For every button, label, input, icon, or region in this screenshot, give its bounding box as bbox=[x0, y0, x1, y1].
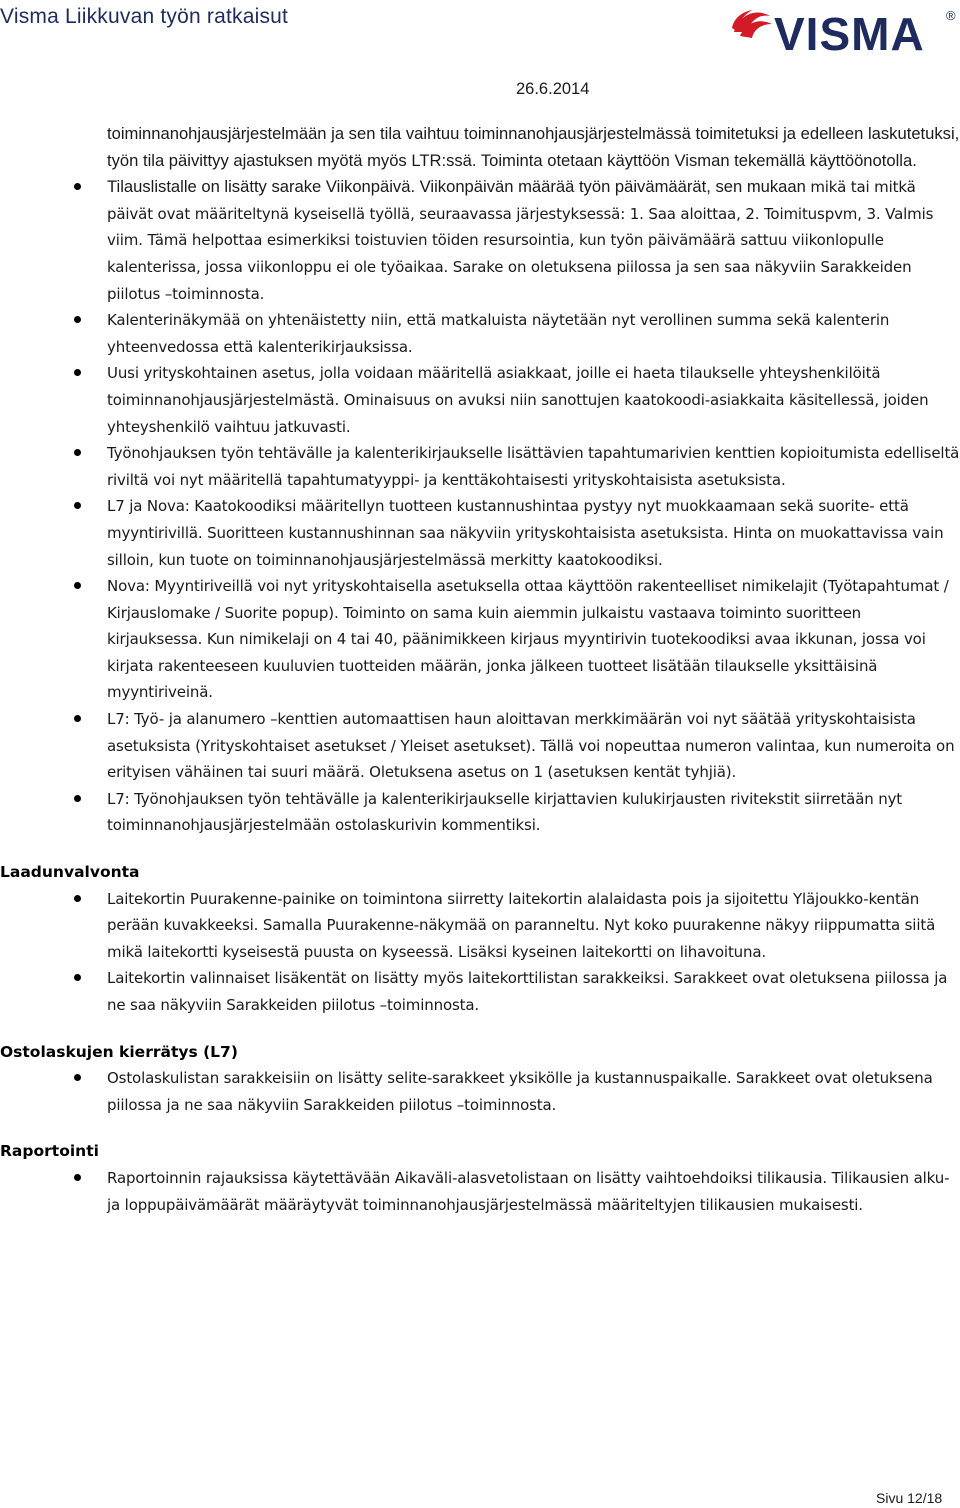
bullet-icon bbox=[74, 183, 81, 190]
logo-wordmark: VISMA bbox=[774, 8, 925, 54]
list-item-text: Työnohjauksen työn tehtävälle ja kalenterikirjaukselle lisättävien tapahtumarivien kenttien kopioitumista edelliseltä riviltä voi nyt määritellä tapahtumatyyppi- ja kenttäkohtaisesti yrityskohtaisista asetuksista. bbox=[107, 444, 960, 489]
list-item-text: L7: Työnohjauksen työn tehtävälle ja kalenterikirjaukselle kirjattavien kulukirjausten rivitekstit siirretään nyt toiminnanohjausjärjestelmään ostolaskurivin kommentiksi. bbox=[107, 789, 903, 835]
list-item-text: Ostolaskulistan sarakkeisiin on lisätty selite-sarakkeet yksikölle ja kustannuspaikalle. Sarakkeet ovat oletuksena piilossa ja ne saa näkyviin Sarakkeiden piilotus –toiminnosta. bbox=[107, 1069, 933, 1114]
list-item-text: Laitekortin valinnaiset lisäkentät on lisätty myös laitekorttilistan sarakkeiksi. Sarakkeet ovat oletuksena piilossa ja ne saa näkyviin Sarakkeiden piilotus –toiminnosta. bbox=[107, 969, 948, 1014]
list-item bbox=[0, 573, 960, 706]
list-item bbox=[0, 440, 960, 493]
list-item bbox=[0, 307, 960, 360]
bullet-icon bbox=[74, 502, 81, 509]
registered-mark: ® bbox=[946, 8, 956, 23]
list-item-text: Raportoinnin rajauksissa käytettävään Aikaväli-alasvetolistaan on lisätty vaihtoehdoiksi tilikausia. Tilikausien alku- ja loppupäivämäärät määräytyvät toiminnanohjausjärjestelmässä määriteltyjen tilikausien mukaisesti. bbox=[107, 1168, 950, 1214]
bullet-icon bbox=[74, 369, 81, 376]
page-header bbox=[0, 0, 960, 64]
section-bullet-list bbox=[0, 1165, 960, 1218]
section-bullet-list bbox=[0, 886, 960, 1019]
list-item-text: Nova: Myyntiriveillä voi nyt yrityskohtaisella asetuksella ottaa käyttöön rakenteelliset nimikelajit (Työtapahtumat / Kirjauslomake / Suorite popup). Toiminto on sama kuin aiemmin julkaistu vastaava toiminto suoritteen kirjauksessa. Kun nimikelaji on 4 tai 40, päänimikkeen kirjaus myyntirivin tuotekoodiksi avaa ikkunan, jossa voi kirjata rakenteeseen kuuluvien tuotteiden määrän, jonka jälkeen tuotteet lisätään tilaukselle yksittäisinä myyntiriveinä. bbox=[107, 577, 949, 702]
bullet-icon bbox=[74, 895, 81, 902]
list-item-text: mikä tai mitkä päivät ovat määriteltynä kyseisellä työllä, seuraavassa järjestyksessä: 1. Saa aloittaa, 2. Toimituspvm, 3. Valmis viim. Tämä helpottaa esimerkiksi toistuvien töiden resursointia, kun työn päivämäärä sattuu viikonlopulle kalenterissa, jossa viikonloppu ei ole työaikaa. Sarake on oletuksena piilossa ja sen saa näkyviin Sarakkeiden piilotus –toiminnosta. bbox=[107, 178, 934, 303]
list-item-text: Laitekortin Puurakenne-painike on toimintona siirretty laitekortin alalaidasta pois ja sijoitettu Yläjoukko-kentän perään kuvakkeeksi. Samalla Puurakenne-näkymää on paranneltu. Nyt koko puurakenne näkyy riippumatta siitä mikä laitekortti kyseisestä puusta on kyseessä. Lisäksi kyseinen laitekortti on lihavoituna. bbox=[107, 889, 936, 961]
bullet-icon bbox=[74, 1074, 81, 1081]
document-date: 26.6.2014 bbox=[516, 80, 590, 98]
bullet-icon bbox=[74, 795, 81, 802]
list-item-text: L7 ja Nova: Kaatokoodiksi määritellyn tuotteen kustannushintaa pystyy nyt muokkaamaan sekä suorite- että myyntirivillä. Suoritteen kustannushinnan saa näkyviin yrityskohtaisista asetuksista. Hinta on muokattavissa vain silloin, kun tuote on toiminnanohjausjärjestelmässä merkitty kaatokoodiksi. bbox=[107, 497, 944, 569]
list-item bbox=[0, 706, 960, 786]
list-item-text: Uusi yrityskohtainen asetus, jolla voidaan määritellä asiakkaat, joille ei haeta tilaukselle yhteyshenkilöitä toiminnanohjausjärjestelmästä. Ominaisuus on avuksi niin sanottujen kaatokoodi-asiakkaita käsitellessä, joiden yhteyshenkilö vaihtuu jatkuvasti. bbox=[107, 364, 929, 436]
list-item bbox=[0, 1065, 960, 1118]
list-item bbox=[0, 965, 960, 1018]
section-heading-ostolaskut: Ostolaskujen kierrätys (L7) bbox=[0, 1042, 238, 1061]
list-item-text-lead: Tilauslistalle on lisätty sarake Viikonpäivä. Viikonpäivän määrää työn päivämäärät, sen mukaan bbox=[107, 177, 806, 197]
document-body bbox=[0, 121, 960, 1218]
list-item bbox=[0, 1165, 960, 1218]
bullet-icon bbox=[74, 974, 81, 981]
visma-logo bbox=[730, 2, 960, 54]
list-item bbox=[0, 886, 960, 966]
list-item bbox=[0, 786, 960, 839]
list-item-text: Kalenterinäkymää on yhtenäistetty niin, että matkaluista näytetään nyt verollinen summa sekä kalenterin yhteenvedossa että kalenterikirjauksissa. bbox=[107, 311, 890, 356]
bullet-icon bbox=[74, 449, 81, 456]
main-bullet-list bbox=[0, 174, 960, 839]
list-item bbox=[0, 174, 960, 307]
section-bullet-list bbox=[0, 1065, 960, 1118]
section-heading-raportointi: Raportointi bbox=[0, 1142, 99, 1161]
section-heading-laadunvalvonta: Laadunvalvonta bbox=[0, 863, 140, 882]
bullet-icon bbox=[74, 1174, 81, 1181]
page-number: Sivu 12/18 bbox=[876, 1490, 943, 1506]
bullet-icon bbox=[74, 715, 81, 722]
bullet-icon bbox=[74, 316, 81, 323]
bullet-icon bbox=[74, 582, 81, 589]
list-item bbox=[0, 493, 960, 573]
list-item bbox=[0, 360, 960, 440]
visma-swoosh-icon bbox=[732, 10, 772, 38]
document-title: Visma Liikkuvan työn ratkaisut bbox=[0, 5, 289, 28]
intro-continuation: toiminnanohjausjärjestelmään ja sen tila vaihtuu toiminnanohjausjärjestelmässä toimitetuksi ja edelleen laskutetuksi, työn tila päivittyy ajastuksen myötä myös LTR:ssä. Toiminta otetaan käyttöön Visman tekemällä käyttöönotolla. bbox=[107, 124, 960, 170]
list-item-text: L7: Työ- ja alanumero –kenttien automaattisen haun aloittavan merkkimäärän voi nyt säätää yrityskohtaisista asetuksista (Yrityskohtaiset asetukset / Yleiset asetukset). Tällä voi nopeuttaa numeron valintaa, kun numeroita on erityisen vähäinen tai suuri määrä. Oletuksena asetus on 1 (asetuksen kentät tyhjiä). bbox=[107, 710, 955, 782]
